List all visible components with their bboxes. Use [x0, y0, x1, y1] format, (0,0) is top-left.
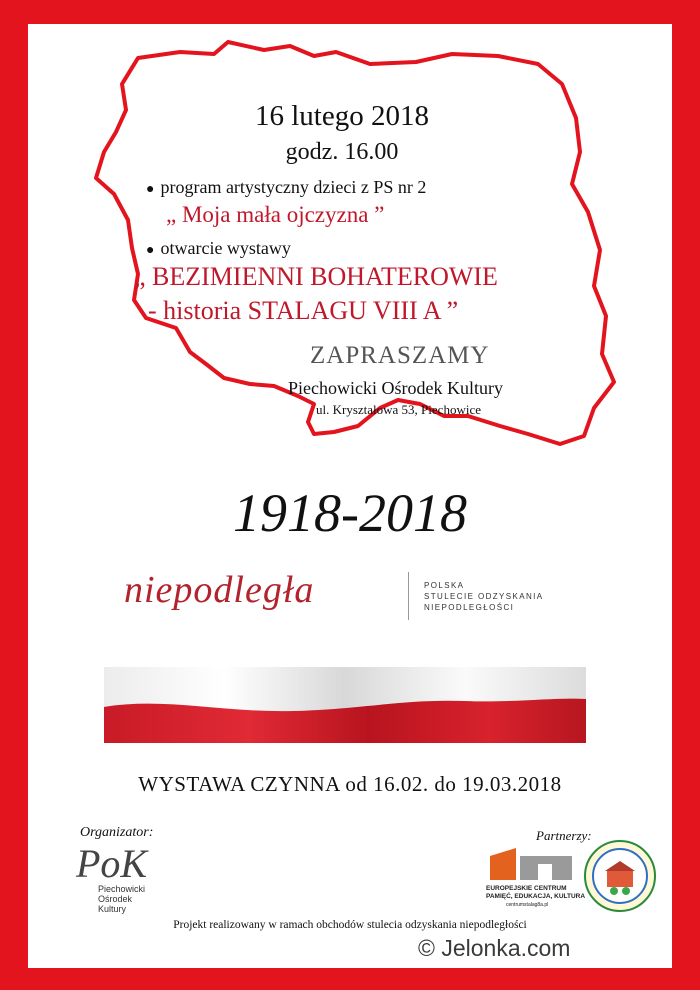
- bullet-program-text: program artystyczny dzieci z PS nr 2: [160, 177, 427, 197]
- partner-logo-school: [583, 839, 657, 918]
- host-address: ul. Kryształowa 53, Piechowice: [316, 402, 481, 417]
- jelonka-watermark: © Jelonka.com: [418, 935, 571, 961]
- pok-logo: [76, 841, 148, 914]
- bullet-dot-icon: ●: [146, 182, 155, 197]
- logo-divider: [408, 572, 409, 620]
- organizer-label: Organizator:: [80, 825, 154, 840]
- partner-building-icon: [486, 846, 574, 880]
- exhibition-dates: WYSTAWA CZYNNA od 16.02. do 19.03.2018: [138, 772, 562, 796]
- exhibition-title-line2: - historia STALAGU VIII A ”: [148, 296, 459, 325]
- school-badge-icon: [583, 839, 657, 913]
- exhibition-title-line1: „ BEZIMIENNI BOHATEROWIE: [134, 262, 498, 291]
- invite-text: ZAPRASZAMY: [310, 342, 490, 369]
- project-note: Projekt realizowany w ramach obchodów stulecia odzyskania niepodległości: [173, 919, 527, 931]
- polish-flag-banner: [104, 667, 586, 743]
- anniversary-years: 1918-2018: [233, 483, 467, 543]
- pok-name-line-2: Ośrodek: [98, 894, 133, 904]
- pok-logo-letters: PoK: [76, 841, 148, 886]
- event-time: godz. 16.00: [285, 139, 399, 165]
- partner-a-line-2: PAMIĘĆ, EDUKACJA, KULTURA: [486, 893, 586, 900]
- pok-name-line-3: Kultury: [98, 904, 127, 914]
- bullet-dot-icon: ●: [146, 243, 155, 258]
- event-date: 16 lutego 2018: [255, 100, 429, 132]
- niepodlegla-logo-script: niepodległa: [124, 569, 315, 611]
- logo-line-2: STULECIE ODZYSKANIA: [424, 592, 544, 601]
- logo-line-1: POLSKA: [424, 581, 465, 590]
- partner-a-url: centrumstalag8a.pl: [506, 902, 549, 908]
- pok-name-line-1: Piechowicki: [98, 884, 146, 894]
- program-title: „ Moja mała ojczyzna ”: [166, 202, 385, 227]
- bullet-exhibition-text: otwarcie wystawy: [160, 238, 291, 258]
- logo-line-3: NIEPODLEGŁOŚCI: [424, 603, 515, 612]
- host-name: Piechowicki Ośrodek Kultury: [288, 378, 503, 398]
- partner-logo-europejskie-centrum: [486, 846, 585, 909]
- partner-a-line-1: EUROPEJSKIE CENTRUM: [486, 885, 567, 892]
- partners-label: Partnerzy:: [536, 828, 592, 843]
- pok-logo-name: [98, 884, 147, 914]
- bullet-program: [146, 177, 426, 198]
- poster-sheet: [28, 24, 672, 968]
- niepodlegla-logo-caption: [424, 580, 544, 613]
- partner-a-name: [486, 885, 585, 909]
- bullet-exhibition: [146, 238, 291, 259]
- watermark-box: [404, 932, 672, 968]
